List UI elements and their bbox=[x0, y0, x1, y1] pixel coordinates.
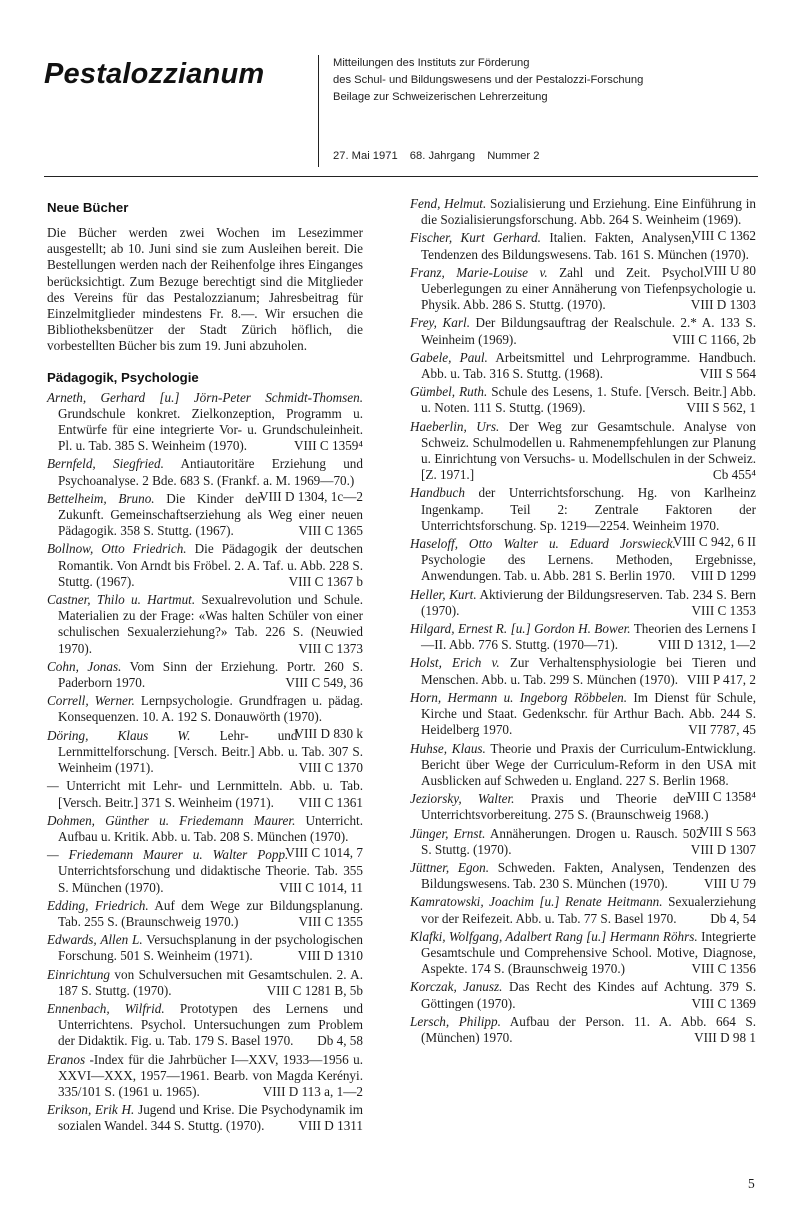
book-author: Fend, Helmut. bbox=[410, 196, 487, 211]
book-author: Frey, Karl. bbox=[410, 315, 470, 331]
book-author: Gümbel, Ruth. bbox=[410, 384, 488, 400]
section-heading: Neue Bücher bbox=[47, 200, 129, 215]
book-author: Gabele, Paul. bbox=[410, 349, 488, 365]
left-column bbox=[47, 200, 363, 1137]
book-description: -Index für die Jahrbücher I—XXV, 1933—1956 u. XXVI—XXX, 1957—1961. Bearb. von Magda Kerényi. 335/101 S. (1961 u. 1965). bbox=[58, 1051, 363, 1099]
book-list-right bbox=[410, 196, 756, 1046]
shelf-mark: VIII C 1359⁴ bbox=[293, 438, 363, 454]
shelf-mark: Cb 455⁴ bbox=[712, 467, 756, 483]
book-author: Klafki, Wolfgang, Adalbert Rang [u.] Hermann Röhrs. bbox=[410, 928, 698, 944]
book-author: Correll, Werner. bbox=[47, 693, 135, 709]
book-description: Schweden. Fakten, Analysen, Tendenzen des Bildungswesens. Tab. 230 S. München (1970). bbox=[421, 859, 756, 892]
book-entry bbox=[410, 690, 756, 739]
book-entry bbox=[410, 979, 756, 1011]
book-description: Annäherungen. Drogen u. Rausch. 502 S. Stuttg. (1970). bbox=[421, 825, 703, 857]
book-entry bbox=[410, 894, 756, 926]
book-author: Edding, Friedrich. bbox=[47, 897, 149, 913]
shelf-mark: VIII C 1361 bbox=[298, 794, 363, 810]
shelf-mark: VIII C 1373 bbox=[298, 640, 363, 656]
book-author: — Friedemann Maurer u. Walter Popp. bbox=[47, 847, 289, 863]
header-rule bbox=[44, 176, 758, 177]
shelf-mark: VIII C 1166, 2b bbox=[672, 331, 756, 347]
shelf-mark: VIII D 830 k bbox=[294, 725, 363, 741]
issue-date: 27. Mai 1971 bbox=[333, 150, 398, 162]
book-description: Der Bildungsauftrag der Realschule. 2.* A. 133 S. Weinheim (1969). bbox=[421, 315, 756, 347]
book-author: Hilgard, Ernest R. [u.] Gordon H. Bower. bbox=[410, 621, 631, 637]
book-entry bbox=[47, 898, 363, 930]
book-author: Dohmen, Günther u. Friedemann Maurer. bbox=[47, 812, 296, 828]
book-description: Grundschule konkret. Zielkonzeption, Programm u. Entwürfe für eine integrierte Vor- u. Grundschuleinheit. Pl. u. Tab. 385 S. Weinheim (1970). bbox=[58, 405, 363, 454]
book-description: Schule des Lesens, 1. Stufe. [Versch. Beitr.] Abb. u. Noten. 111 S. Stuttg. (1969). bbox=[421, 384, 756, 416]
shelf-mark: VIII C 1367 b bbox=[288, 573, 363, 589]
shelf-mark: VIII D 1304, 1c—2 bbox=[258, 488, 363, 504]
book-entry bbox=[410, 315, 756, 347]
book-author: Lersch, Philipp. bbox=[410, 1013, 501, 1029]
book-entry bbox=[410, 929, 756, 978]
shelf-mark: VIII D 113 a, 1—2 bbox=[262, 1083, 363, 1099]
shelf-mark: VIII C 1353 bbox=[691, 602, 756, 618]
book-description: Zahl und Zeit. Psychol. Ueberlegungen zu einer Annäherung von Tiefenpsychologie u. Physik. Abb. 286 S. Stuttg. (1970). bbox=[421, 264, 756, 313]
book-author: Heller, Kurt. bbox=[410, 586, 477, 602]
shelf-mark: VIII C 1365 bbox=[298, 523, 363, 539]
shelf-mark: VIII S 562, 1 bbox=[686, 400, 756, 416]
book-author: Huhse, Klaus. bbox=[410, 740, 486, 756]
book-description: Die Kinder der Zukunft. Gemeinschaftserziehung als Weg einer neuen Pädagogik. 358 S. Stuttg. (1967). bbox=[58, 490, 363, 539]
book-author: Ennenbach, Wilfrid. bbox=[47, 1000, 165, 1016]
masthead-title: Pestalozzianum bbox=[44, 58, 265, 90]
masthead-divider bbox=[318, 55, 319, 167]
book-author: Eranos bbox=[47, 1051, 86, 1067]
book-author: Bollnow, Otto Friedrich. bbox=[47, 541, 187, 557]
shelf-mark: VIII U 80 bbox=[703, 262, 756, 278]
issue-number: Nummer 2 bbox=[487, 150, 540, 162]
book-description: Unterrichtsforschung und didaktische Theorie. Tab. 355 S. München (1970). bbox=[58, 863, 363, 895]
book-description: Die Pädagogik der deutschen Romantik. Von Arndt bis Fröbel. 2. A. Taf. u. Abb. 228 S. Stuttg. (1967). bbox=[58, 541, 363, 589]
shelf-mark: VIII C 942, 6 II bbox=[672, 534, 756, 550]
book-description: Auf dem Wege zur Bildungsplanung. Tab. 255 S. (Braunschweig 1970.) bbox=[58, 897, 364, 929]
book-description: Praxis und Theorie der Unterrichtsvorbereitung. 275 S. (Braunschweig 1968.) bbox=[421, 791, 709, 823]
book-description: Theorie und Praxis der Curriculum-Entwicklung. Bericht über Wege der Curriculum-Reform in den USA mit Ausblicken auf Schweden u. England. 227 S. Berlin 1968. bbox=[421, 740, 756, 788]
book-entry bbox=[410, 350, 756, 382]
book-description: Lernpsychologie. Grundfragen u. pädag. Konsequenzen. 10. A. 192 S. Donauwörth (1970). bbox=[58, 693, 363, 725]
shelf-mark: VIII C 1356 bbox=[691, 961, 756, 977]
shelf-mark: VIII C 1358⁴ bbox=[686, 789, 756, 805]
book-entry bbox=[47, 1052, 363, 1101]
shelf-mark: VIII C 1370 bbox=[298, 760, 363, 776]
masthead-line: Beilage zur Schweizerischen Lehrerzeitung bbox=[333, 91, 548, 103]
intro-paragraph: Die Bücher werden zwei Wochen im Lesezimmer ausgestellt; ab 10. Juni sind sie zum Ausleihen bereit. Die Bestellungen werden nach der Reihenfolge ihres Einganges berücksichtigt. Zum Bezuge berechtigt sind die Mitglieder des Vereins für das Pestalozzianum; Jahresbeitrag für Einzelmitglieder mindestens Fr. 8.—. Wir ersuchen die Bibliotheksbenützer der Stadt Zürich höflich, die vorbestellten Bücher bis zum 19. Juni abzuholen. bbox=[47, 225, 363, 354]
shelf-mark: VIII D 1307 bbox=[690, 841, 756, 857]
masthead-line: Mitteilungen des Instituts zur Förderung bbox=[333, 57, 530, 69]
book-description: Das Recht des Kindes auf Achtung. 379 S. Göttingen (1970). bbox=[421, 979, 756, 1011]
book-author: Jünger, Ernst. bbox=[410, 825, 486, 841]
book-description: Lehr- und Lernmittelforschung. [Versch. Beitr.] Abb. u. Tab. 307 S. Weinheim (1971). bbox=[58, 727, 363, 776]
shelf-mark: VIII D 1312, 1—2 bbox=[657, 637, 756, 653]
shelf-mark: VIII C 549, 36 bbox=[285, 675, 363, 691]
book-author: Haeberlin, Urs. bbox=[410, 418, 500, 434]
shelf-mark: VIII C 1281 B, 5b bbox=[266, 982, 363, 998]
book-author: — bbox=[47, 778, 59, 794]
shelf-mark: VIII C 1014, 7 bbox=[285, 845, 363, 861]
book-description: Italien. Fakten, Analysen, Tendenzen des Bildungswesens. Tab. 161 S. München (1970). bbox=[421, 230, 749, 262]
shelf-mark: VIII C 1014, 11 bbox=[279, 879, 363, 895]
book-description: Sozialisierung und Erziehung. Eine Einführung in die Sozialisierungsforschung. Abb. 264 S. Weinheim (1969). bbox=[421, 196, 757, 228]
issue-volume: 68. Jahrgang bbox=[409, 150, 476, 162]
shelf-mark: VII 7787, 45 bbox=[688, 722, 756, 738]
book-entry bbox=[47, 659, 363, 691]
book-author: Horn, Hermann u. Ingeborg Röbbelen. bbox=[410, 689, 628, 705]
book-entry bbox=[47, 932, 363, 964]
book-entry bbox=[410, 655, 756, 687]
shelf-mark: VIII C 1355 bbox=[298, 913, 363, 929]
book-entry bbox=[410, 621, 756, 653]
book-author: Jeziorsky, Walter. bbox=[410, 791, 515, 807]
book-author: Handbuch bbox=[410, 485, 465, 501]
shelf-mark: Db 4, 58 bbox=[317, 1033, 363, 1049]
shelf-mark: VIII S 563 bbox=[699, 823, 756, 839]
book-entry bbox=[410, 860, 756, 892]
book-author: Holst, Erich v. bbox=[410, 655, 500, 671]
book-author: Kamratowski, Joachim [u.] Renate Heitmann. bbox=[410, 894, 663, 910]
shelf-mark: VIII D 1299 bbox=[690, 568, 756, 584]
book-description: Psychologie des Lernens. Methoden, Ergebnisse, Anwendungen. Tab. u. Abb. 281 S. Berlin 1970. bbox=[421, 552, 756, 584]
shelf-mark: VIII D 1303 bbox=[690, 297, 756, 313]
book-entry bbox=[47, 967, 363, 999]
book-entry bbox=[47, 541, 363, 590]
book-description: Sexualrevolution und Schule. Materialien zu der Frage: «Was halten Schüler von einer schulischen Sexualerziehung?» Tab. 226 S. (Neuwied 1970). bbox=[58, 592, 363, 656]
right-column bbox=[410, 196, 756, 1048]
page-number: 5 bbox=[748, 1176, 755, 1191]
book-description: Jugend und Krise. Die Psychodynamik im sozialen Wandel. 344 S. Stuttg. (1970). bbox=[58, 1102, 363, 1134]
book-description: Unterricht. Aufbau u. Kritik. Abb. u. Tab. 208 S. München (1970). bbox=[58, 812, 364, 844]
book-author: Franz, Marie-Louise v. bbox=[410, 264, 548, 280]
shelf-mark: VIII D 1311 bbox=[298, 1118, 363, 1134]
book-description: Aufbau der Person. 11. A. Abb. 664 S. (München) 1970. bbox=[421, 1013, 756, 1045]
book-entry bbox=[47, 1102, 363, 1134]
book-entry bbox=[410, 419, 756, 484]
book-entry bbox=[410, 384, 756, 416]
book-description: Im Dienst für Schule, Kirche und Staat. Gedenkschr. für Arthur Bach. Abb. 244 S. Heidelberg 1970. bbox=[421, 689, 757, 738]
book-entry bbox=[47, 778, 363, 810]
book-description: Versuchsplanung in der psychologischen Forschung. 501 S. Weinheim (1971). bbox=[58, 932, 363, 964]
book-description: von Schulversuchen mit Gesamtschulen. 2. A. 187 S. Stuttg. (1970). bbox=[58, 966, 364, 998]
shelf-mark: VIII U 79 bbox=[703, 876, 756, 892]
shelf-mark: VIII D 1310 bbox=[297, 948, 363, 964]
subsection-heading: Pädagogik, Psychologie bbox=[47, 369, 199, 385]
book-author: Erikson, Erik H. bbox=[47, 1102, 135, 1118]
book-description: Theorien des Lernens I—II. Abb. 776 S. Stuttg. (1970—71). bbox=[421, 621, 757, 653]
shelf-mark: VIII C 1369 bbox=[691, 995, 756, 1011]
book-entry bbox=[47, 390, 363, 455]
shelf-mark: VIII D 98 1 bbox=[694, 1029, 756, 1045]
book-author: Haseloff, Otto Walter u. Eduard Jorswieck. bbox=[410, 536, 676, 552]
book-author: Korczak, Janusz. bbox=[410, 979, 503, 995]
book-description: Unterricht mit Lehr- und Lernmitteln. Abb. u. Tab. [Versch. Beitr.] 371 S. Weinheim (1971). bbox=[58, 778, 363, 810]
book-description: Zur Verhaltensphysiologie bei Tieren und Menschen. Abb. u. Tab. 299 S. München (1970). bbox=[421, 655, 757, 687]
book-description: Der Weg zur Gesamtschule. Analyse von Schweiz. Schulmodellen u. Rahmenempfehlungen zur Planung u. Einrichtung von Versuchs- u. Modellschulen in der Schweiz. [Z. 1971.] bbox=[421, 418, 756, 483]
book-author: Döring, Klaus W. bbox=[47, 727, 191, 743]
book-author: Edwards, Allen L. bbox=[47, 932, 143, 948]
book-entry bbox=[47, 1001, 363, 1050]
book-author: Jüttner, Egon. bbox=[410, 859, 490, 875]
book-author: Cohn, Jonas. bbox=[47, 658, 122, 674]
book-entry bbox=[410, 262, 756, 314]
shelf-mark: VIII P 417, 2 bbox=[686, 671, 756, 687]
shelf-mark: Db 4, 54 bbox=[710, 910, 756, 926]
book-author: Bettelheim, Bruno. bbox=[47, 490, 155, 506]
book-author: Castner, Thilo u. Hartmut. bbox=[47, 592, 196, 608]
issue-info bbox=[333, 150, 539, 162]
shelf-mark: VIII S 564 bbox=[699, 366, 756, 382]
book-author: Einrichtung bbox=[47, 966, 111, 982]
book-entry bbox=[410, 1014, 756, 1046]
book-description: Prototypen des Lernens und Unterrichtens. Psychol. Untersuchungen zum Problem der Didaktik. Fig. u. Tab. 179 S. Basel 1970. bbox=[58, 1000, 363, 1049]
book-author: Fischer, Kurt Gerhard. bbox=[410, 230, 541, 246]
masthead-line: des Schul- und Bildungswesens und der Pestalozzi-Forschung bbox=[333, 74, 644, 86]
book-author: Bernfeld, Siegfried. bbox=[47, 456, 164, 472]
shelf-mark: VIII C 1362 bbox=[691, 228, 756, 244]
book-description: Arbeitsmittel und Lehrprogramme. Handbuch. Abb. u. Tab. 316 S. Stuttg. (1968). bbox=[421, 349, 756, 382]
book-description: Integrierte Gesamtschule und Comprehensive School. Motive, Diagnose, Aspekte. 174 S. (Braunschweig 1970.) bbox=[421, 928, 757, 977]
book-entry bbox=[47, 592, 363, 657]
book-entry bbox=[410, 587, 756, 619]
book-description: Sexualerziehung vor der Reifezeit. Abb. u. Tab. 77 S. Basel 1970. bbox=[421, 894, 757, 926]
book-description: der Unterrichtsforschung. Hg. von Karlheinz Ingenkamp. Teil 2: Zentrale Faktoren der Unterrichtsforschung. Sp. 1219—2254. Weinheim 1970. bbox=[421, 485, 756, 533]
book-description: Vom Sinn der Erziehung. Portr. 260 S. Paderborn 1970. bbox=[58, 658, 363, 691]
book-description: Antiautoritäre Erziehung und Psychoanalyse. 2 Bde. 683 S. (Frankf. a. M. 1969—70.) bbox=[58, 456, 363, 488]
masthead-subtitle bbox=[333, 55, 643, 106]
book-list-left bbox=[47, 390, 363, 1135]
book-description: Aktivierung der Bildungsreserven. Tab. 234 S. Bern (1970). bbox=[421, 586, 757, 618]
book-author: Arneth, Gerhard [u.] Jörn-Peter Schmidt-Thomsen. bbox=[47, 389, 363, 405]
